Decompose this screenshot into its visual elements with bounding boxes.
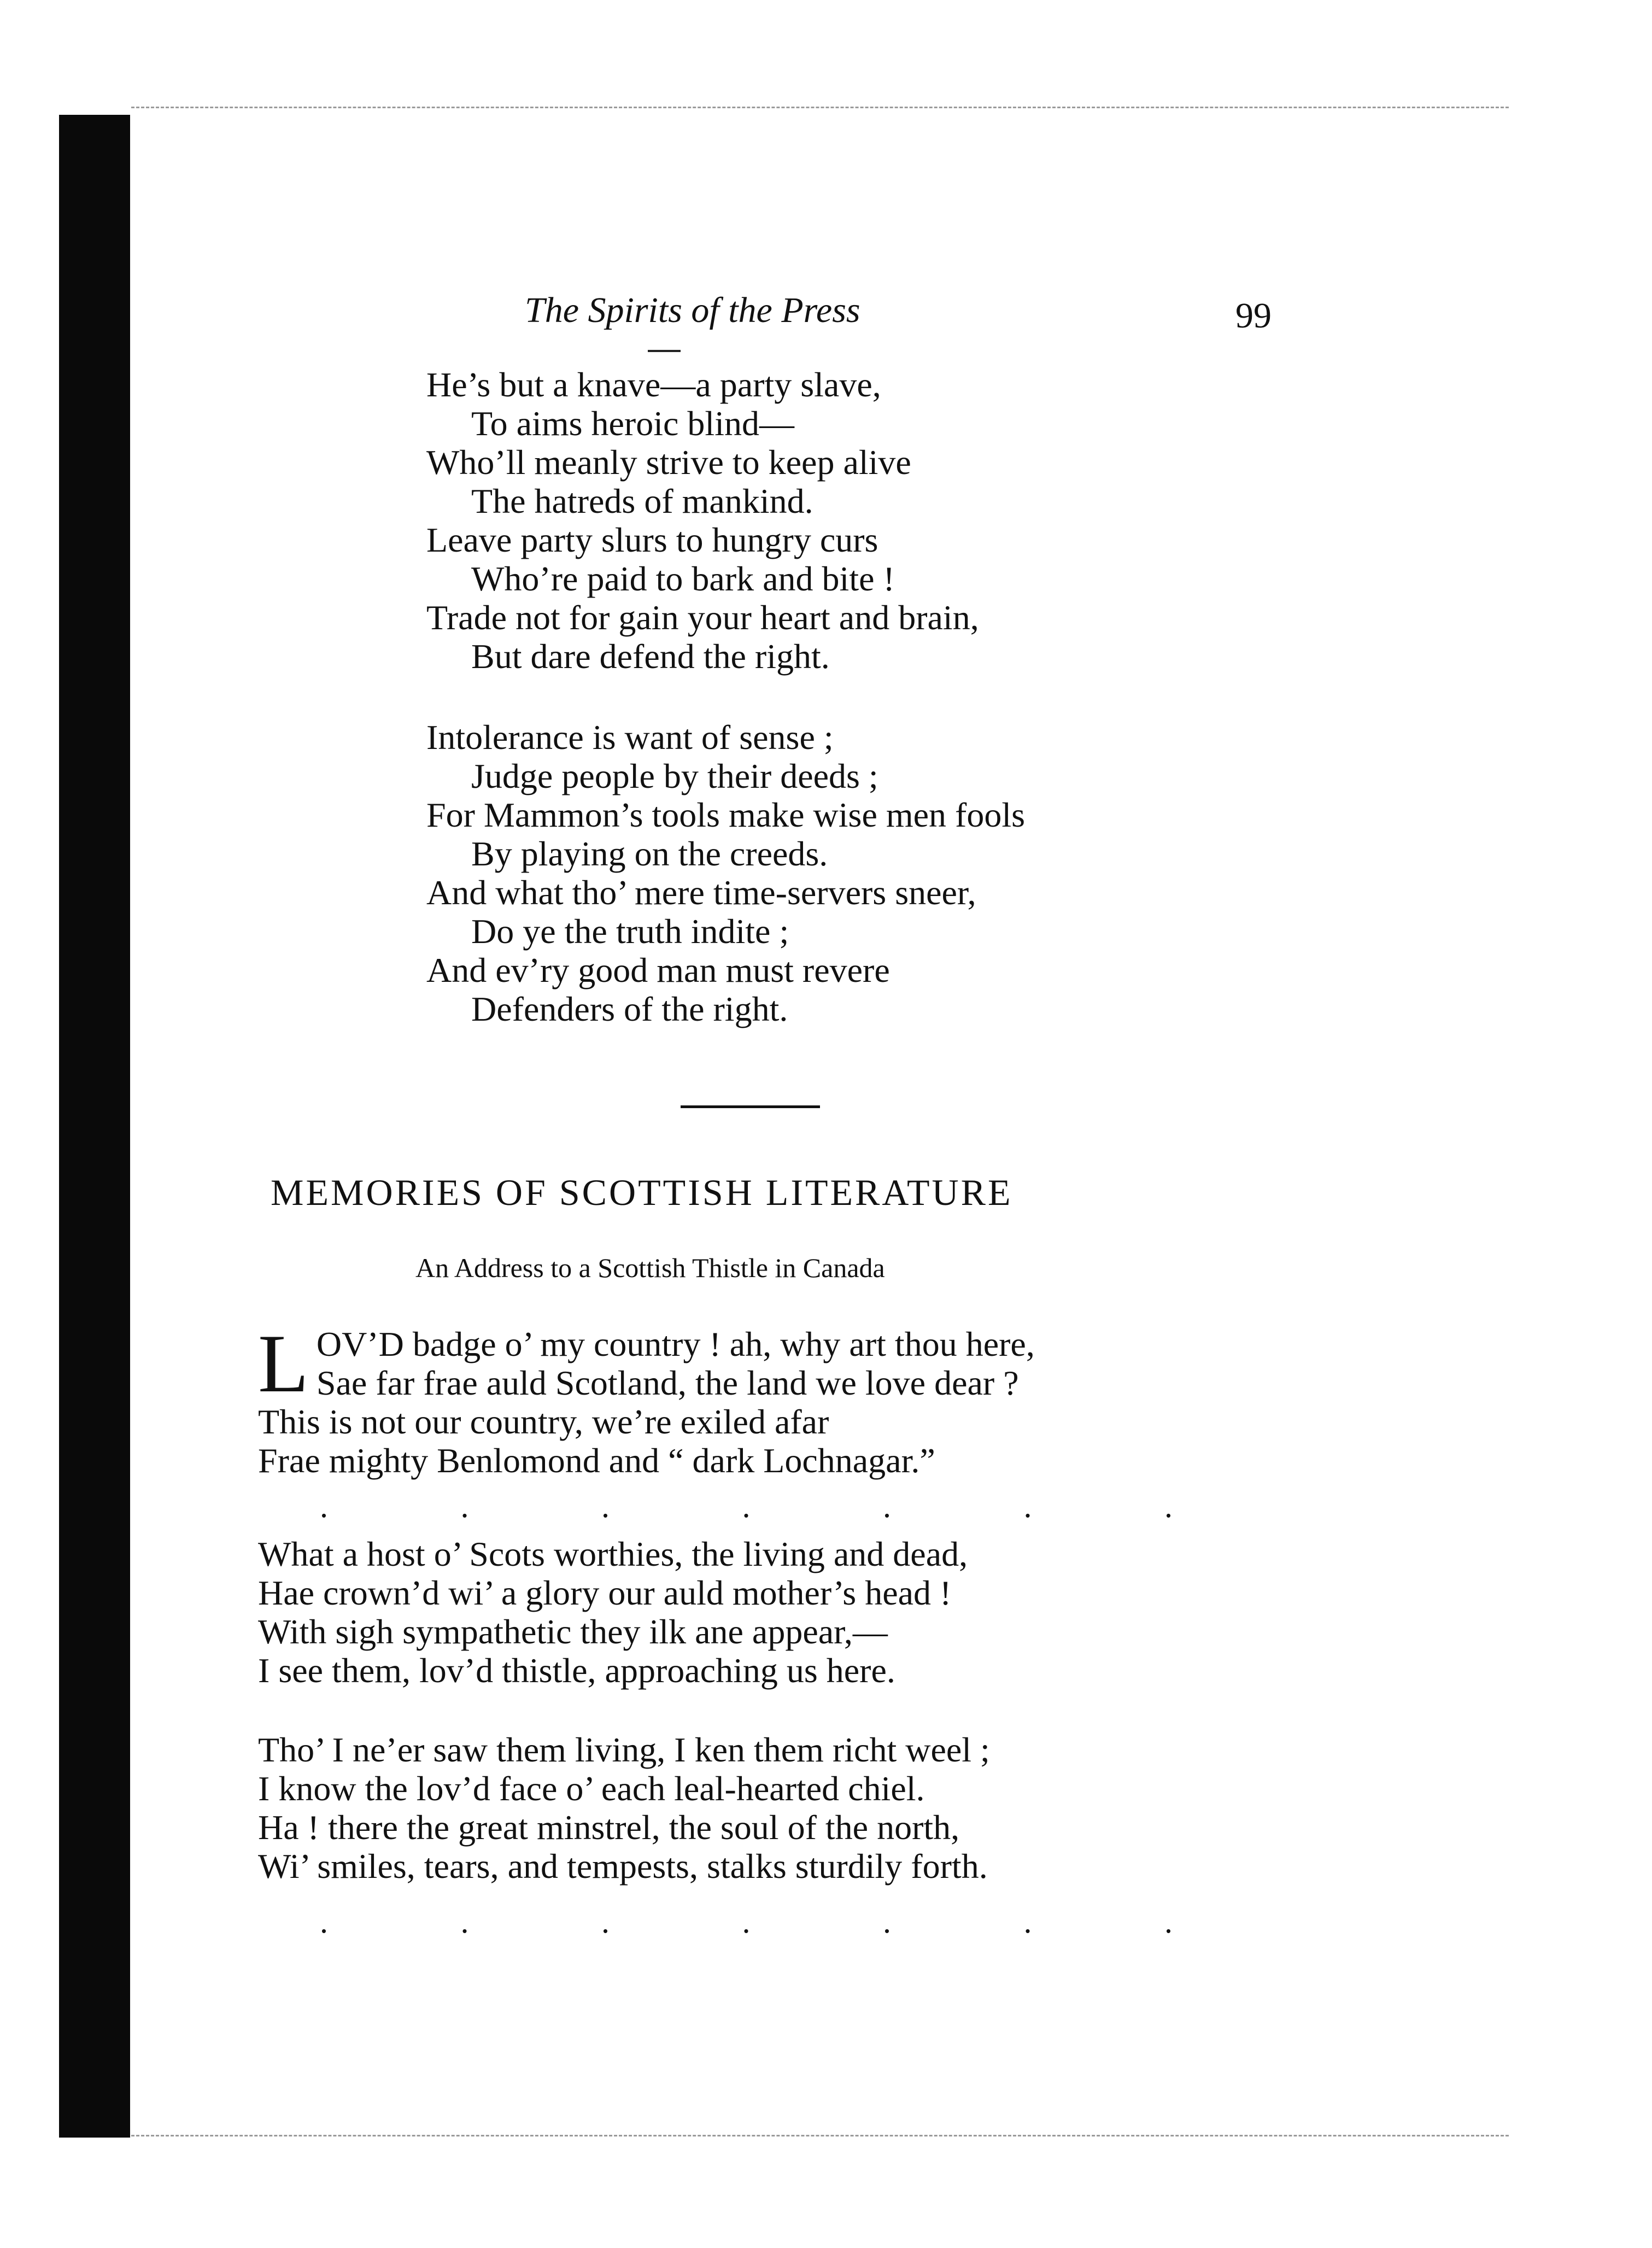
verse-line: Who’re paid to bark and bite ! [471,559,895,598]
poem-stanza [258,1730,990,1886]
ellipsis-dot: . [601,1488,610,1524]
verse-line: Sae far frae auld Scotland, the land we love dear ? [316,1363,1019,1402]
section-divider [681,1105,820,1108]
poem-stanza [258,1318,1035,1480]
verse-line: And ev’ry good man must revere [426,951,890,990]
verse-line: OV’D badge o’ my country ! ah, why art thou here, [316,1325,1035,1363]
verse-line: Trade not for gain your heart and brain, [426,598,979,637]
verse-line: Intolerance is want of sense ; [426,718,834,757]
poem-stanza [426,365,979,676]
verse-line: With sigh sympathetic they ilk ane appear,— [258,1612,888,1651]
ellipsis-dot: . [460,1904,469,1940]
ellipsis-dot: . [742,1904,751,1940]
verse-line: Frae mighty Benlomond and “ dark Lochnagar.” [258,1441,935,1480]
verse-line: I see them, lov’d thistle, approaching us here. [258,1651,895,1690]
verse-line: What a host o’ Scots worthies, the living and dead, [258,1535,968,1573]
verse-line: Tho’ I ne’er saw them living, I ken them richt weel ; [258,1730,990,1769]
ellipsis-dot: . [320,1488,328,1524]
verse-line: I know the lov’d face o’ each leal-hearted chiel. [258,1769,925,1808]
verse-line: Defenders of the right. [471,990,788,1028]
section-title: MEMORIES OF SCOTTISH LITERATURE [271,1172,1013,1213]
verse-line: Do ye the truth indite ; [471,912,789,951]
ellipsis-dot: . [1164,1904,1173,1940]
verse-line: The hatreds of mankind. [471,482,813,520]
drop-cap: L [258,1318,309,1409]
verse-line: By playing on the creeds. [471,834,828,873]
header-dash [648,350,681,352]
running-header-title: The Spirits of the Press [525,290,860,330]
ellipsis-dot: . [883,1904,891,1940]
ellipsis-dot: . [1164,1488,1173,1524]
poem-stanza [426,718,1025,1028]
verse-line: Hae crown’d wi’ a glory our auld mother’s head ! [258,1573,952,1612]
verse-line: Leave party slurs to hungry curs [426,520,878,559]
section-subtitle: An Address to a Scottish Thistle in Canada [415,1252,885,1283]
verse-line: And what tho’ mere time-servers sneer, [426,873,976,912]
ellipsis-dot: . [320,1904,328,1940]
verse-line: This is not our country, we’re exiled afar [258,1402,829,1441]
page-edge-bottom [131,2135,1509,2136]
verse-line: Judge people by their deeds ; [471,757,878,795]
poem-stanza [258,1535,968,1690]
verse-line: Who’ll meanly strive to keep alive [426,443,911,482]
ellipsis-dots [320,1488,1173,1524]
verse-line: Wi’ smiles, tears, and tempests, stalks sturdily forth. [258,1847,988,1886]
verse-line: For Mammon’s tools make wise men fools [426,795,1026,834]
ellipsis-dot: . [460,1488,469,1524]
verse-line: He’s but a knave—a party slave, [426,365,881,404]
ellipsis-dot: . [742,1488,751,1524]
page-number: 99 [1235,296,1272,336]
ellipsis-dot: . [883,1488,891,1524]
book-spine-shadow [59,115,130,2138]
ellipsis-dot: . [1023,1488,1032,1524]
ellipsis-dot: . [1023,1904,1032,1940]
page-edge-top [131,107,1509,108]
verse-line: To aims heroic blind— [471,404,794,443]
verse-line: But dare defend the right. [471,637,830,676]
ellipsis-dots [320,1904,1173,1940]
verse-line: Ha ! there the great minstrel, the soul of the north, [258,1808,960,1847]
ellipsis-dot: . [601,1904,610,1940]
